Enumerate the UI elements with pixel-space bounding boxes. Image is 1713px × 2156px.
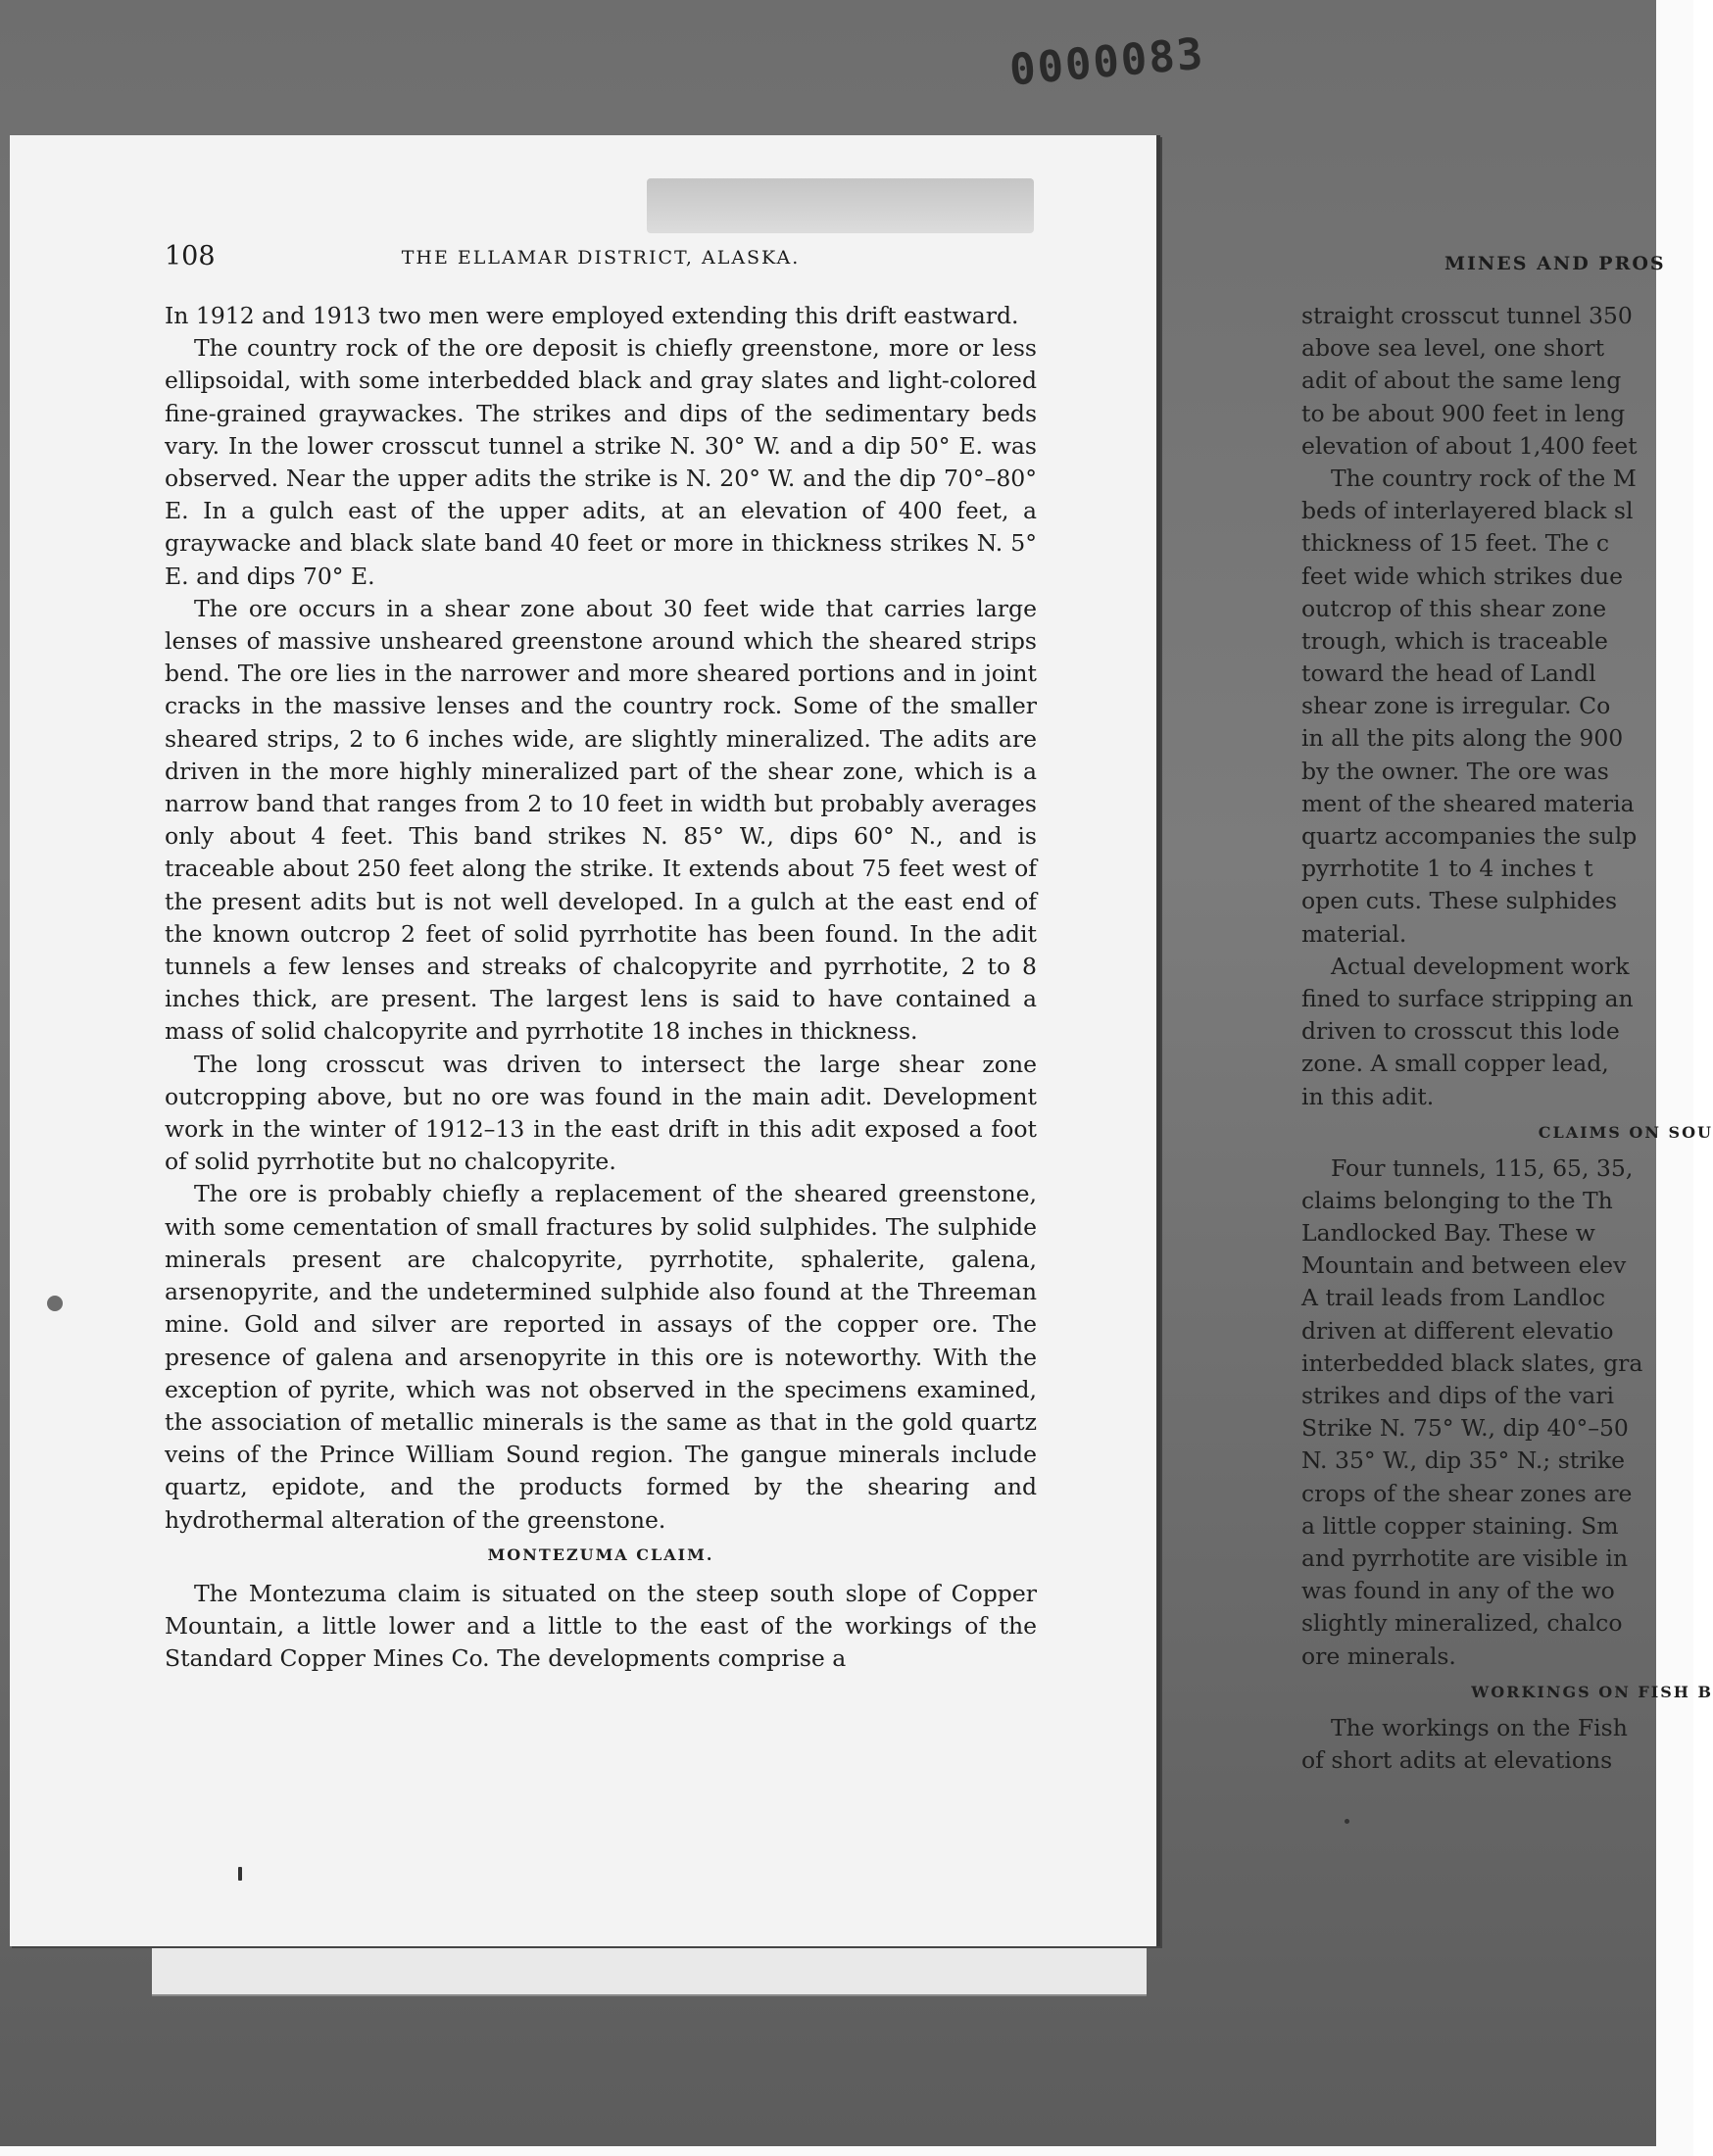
right-subheading: CLAIMS ON SOU [1538, 1122, 1713, 1142]
running-head-title: THE ELLAMAR DISTRICT, ALASKA. [401, 247, 801, 269]
section-heading: MONTEZUMA CLAIM. [487, 1544, 714, 1564]
text-line: Landlocked Bay. These w [1301, 1219, 1595, 1248]
right-page [1164, 137, 1713, 1921]
running-head [165, 241, 1037, 280]
right-subheading: WORKINGS ON FISH B [1471, 1682, 1713, 1701]
text-line: shear zone is irregular. Co [1301, 692, 1611, 720]
text-line: pyrrhotite 1 to 4 inches t [1301, 855, 1593, 883]
text-line: by the owner. The ore was [1301, 757, 1609, 785]
text-line: adit of about the same leng [1301, 367, 1622, 395]
text-line: material. [1301, 919, 1407, 948]
paragraph: The long crosscut was driven to intersect the large shear zone outcropping above, but no ore was found in the main adit. Development work in the winter of 1912–13 in the east drift in this adit exposed a foot of solid pyrrhotite but no chalcopyrite. [165, 1050, 1037, 1176]
text-line: in this adit. [1301, 1082, 1435, 1110]
text-line: driven to crosscut this lode [1301, 1017, 1620, 1046]
smudge-mark [647, 178, 1034, 233]
text-line: straight crosscut tunnel 350 [1301, 302, 1633, 329]
text-line: The country rock of the M [1331, 464, 1637, 492]
paragraph: The ore occurs in a shear zone about 30 feet wide that carries large lenses of massive unsheared greenstone around which the sheared strips bend. The ore lies in the narrower and more sheared portions and in joint cracks in the massive lenses and the country rock. Some of the smaller sheared strips, 2 to 6 inches wide, are slightly mineralized. The adits are driven in the more highly mineralized part of the shear zone, which is a narrow band that ranges from 2 to 10 feet in width but probably averages only about 4 feet. This band strikes N. 85° W., dips 60° N., and is traceable about 250 feet along the strike. It extends about 75 feet west of the present adits but is not well developed. In a gulch at the east end of the known outcrop 2 feet of solid pyrrhotite has been found. In the adit tunnels a few lenses and streaks of chalcopyrite and pyrrhotite, 2 to 8 inches thick, are present. The largest lens is said to have contained a mass of solid chalcopyrite and pyrrhotite 18 inches in thickness. [165, 594, 1037, 1046]
text-line: crops of the shear zones are [1301, 1479, 1633, 1507]
text-line: elevation of about 1,400 feet [1301, 431, 1638, 460]
text-line: Four tunnels, 115, 65, 35, [1331, 1153, 1634, 1182]
document-stamp: 0000083 [1007, 28, 1207, 96]
text-line: a little copper staining. Sm [1301, 1511, 1619, 1540]
text-line: zone. A small copper lead, [1301, 1050, 1609, 1078]
text-line: Mountain and between elev [1301, 1251, 1627, 1280]
text-line: strikes and dips of the vari [1301, 1382, 1615, 1409]
text-line: claims belonging to the Th [1301, 1186, 1613, 1214]
page-number: 108 [165, 241, 216, 271]
text-line: toward the head of Landl [1301, 660, 1596, 688]
right-running-head: MINES AND PROS [1444, 253, 1666, 274]
text-line: N. 35° W., dip 35° N.; strike [1301, 1446, 1626, 1475]
text-line: ore minerals. [1301, 1642, 1456, 1670]
scan-speck [1345, 1819, 1349, 1824]
scan-margin-bottom [0, 2146, 1693, 2156]
paragraph: The ore is probably chiefly a replacement of the sheared greenstone, with some cementation of small fractures by solid sulphides. The sulphide minerals present are chalcopyrite, pyrrhotite, sphalerite, galena, arsenopyrite, and the undetermined sulphide also found at the Threeman mine. Gold and silver are reported in assays of the copper ore. The presence of galena and arsenopyrite in this ore is noteworthy. With the exception of pyrite, which was not observed in the specimens examined, the association of metallic minerals is the same as that in the gold quartz veins of the Prince William Sound region. The gangue minerals include quartz, epidote, and the products formed by the shearing and hydrothermal alteration of the greenstone. [165, 1180, 1037, 1534]
text-line: fined to surface stripping an [1301, 984, 1634, 1012]
text-line: and pyrrhotite are visible in [1301, 1544, 1629, 1572]
text-line: outcrop of this shear zone [1301, 594, 1607, 622]
left-page-body [165, 300, 1037, 1675]
text-line: was found in any of the wo [1301, 1577, 1615, 1605]
text-line: to be about 900 feet in leng [1301, 399, 1626, 427]
text-line: interbedded black slates, gra [1301, 1348, 1643, 1377]
text-line: open cuts. These sulphides [1301, 887, 1618, 915]
text-line: quartz accompanies the sulp [1301, 822, 1638, 850]
scan-speck [47, 1296, 63, 1311]
text-line: thickness of 15 feet. The c [1301, 529, 1610, 558]
paragraph: The country rock of the ore deposit is chiefly greenstone, more or less ellipsoidal, with some interbedded black and gray slates and light-colored fine-grained graywackes. The strikes and dips of the sedimentary beds vary. In the lower crosscut tunnel a strike N. 30° W. and a dip 50° E. was observed. Near the upper adits the strike is N. 20° W. and the dip 70°–80° E. In a gulch east of the upper adits, at an elevation of 400 feet, a graywacke and black slate band 40 feet or more in thickness strikes N. 5° E. and dips 70° E. [165, 334, 1037, 590]
text-line: of short adits at elevations [1301, 1745, 1613, 1774]
paragraph: The Montezuma claim is situated on the steep south slope of Copper Mountain, a little lower and a little to the east of the workings of the Standard Copper Mines Co. The developments comprise a [165, 1579, 1037, 1673]
text-line: above sea level, one short [1301, 334, 1605, 363]
text-line: beds of interlayered black sl [1301, 497, 1634, 525]
text-line: slightly mineralized, chalco [1301, 1609, 1623, 1638]
right-page-body [1301, 300, 1713, 1777]
text-line: ment of the sheared materia [1301, 789, 1635, 817]
text-line: The workings on the Fish [1331, 1713, 1628, 1741]
text-line: feet wide which strikes due [1301, 562, 1624, 590]
paragraph: In 1912 and 1913 two men were employed extending this drift eastward. [165, 302, 1019, 329]
text-line: A trail leads from Landloc [1301, 1284, 1606, 1312]
scan-speck [238, 1867, 242, 1881]
text-line: Actual development work [1331, 952, 1630, 980]
text-line: in all the pits along the 900 [1301, 724, 1624, 753]
text-line: driven at different elevatio [1301, 1316, 1614, 1345]
text-line: Strike N. 75° W., dip 40°–50 [1301, 1414, 1629, 1443]
text-line: trough, which is traceable [1301, 626, 1608, 655]
